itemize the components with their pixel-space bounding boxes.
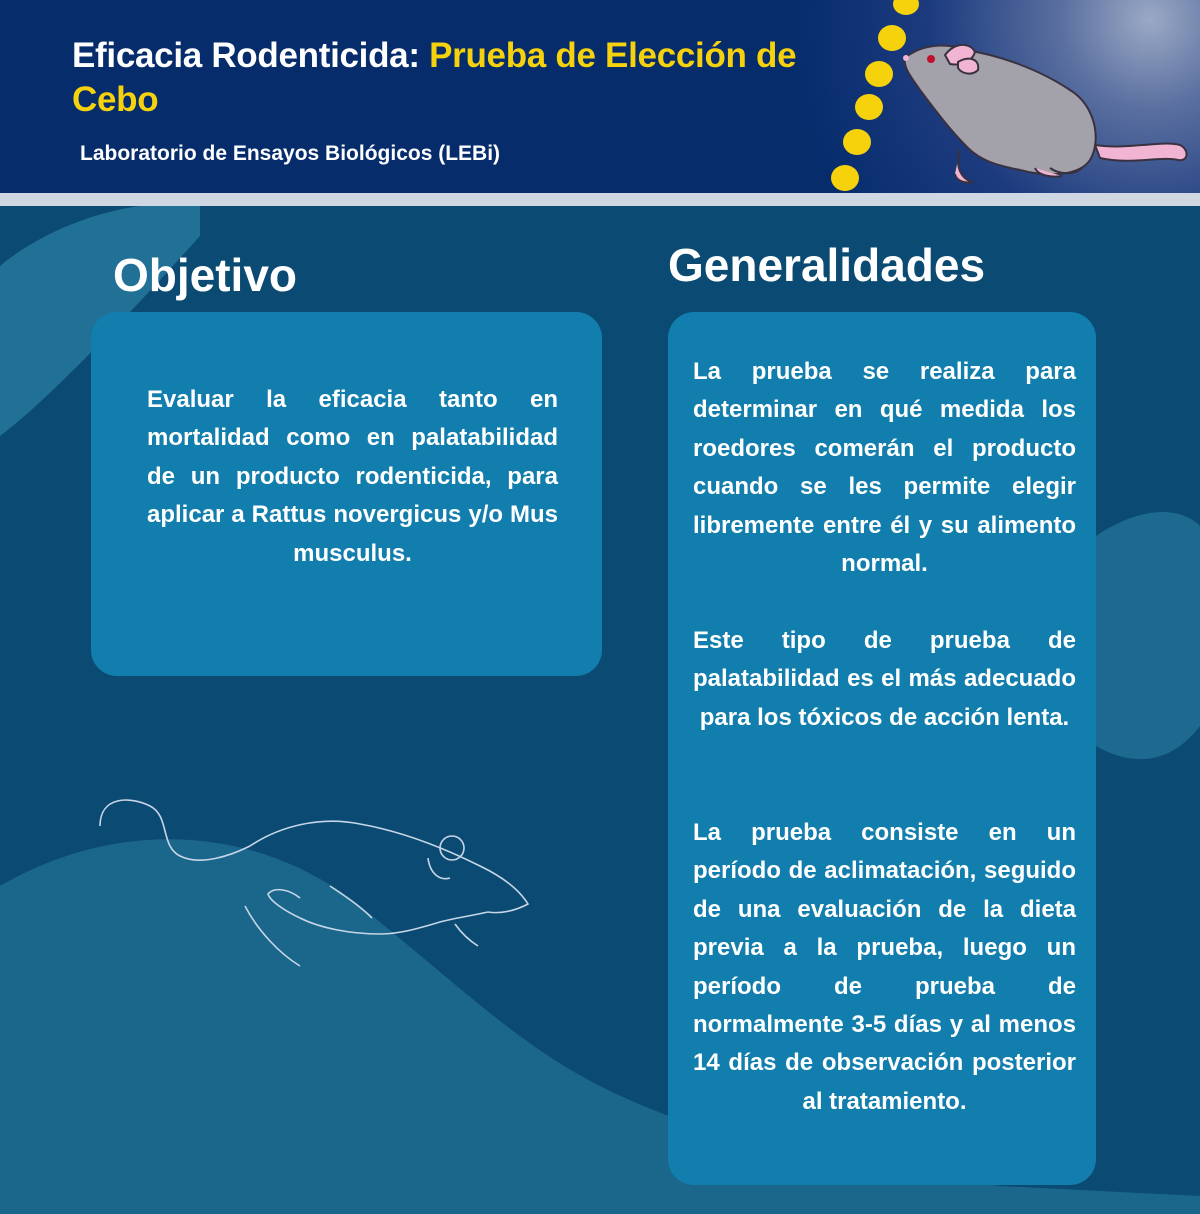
generalidades-card xyxy=(668,312,1096,1185)
generalidades-heading: Generalidades xyxy=(668,239,986,291)
generalidades-paragraph-2: Este tipo de prueba de palatabilidad es el más adecuado para los tóxicos de acción lenta. xyxy=(693,627,1076,731)
title-main: Eficacia Rodenticida: xyxy=(72,36,430,75)
rat-illustration xyxy=(903,45,1187,183)
wave-right xyxy=(1096,512,1200,759)
title-highlight: Prueba de Elección de Cebo xyxy=(72,36,797,119)
page-title xyxy=(72,34,832,122)
page-subtitle: Laboratorio de Ensayos Biológicos (LEBi) xyxy=(80,142,501,165)
generalidades-paragraph-1: La prueba se realiza para determinar en qué medida los roedores comerán el producto cuando se les permite elegir libremente entre él y su alimento normal. xyxy=(693,358,1076,578)
bait-pellets xyxy=(831,0,919,191)
objetivo-text: Evaluar la eficacia tanto en mortalidad como en palatabilidad de un producto rodenticida, para aplicar a Rattus novergicus y/o Mus musculus. xyxy=(147,386,558,567)
objetivo-card xyxy=(91,312,602,676)
generalidades-paragraph-3: La prueba consiste en un período de aclimatación, seguido de una evaluación de la dieta previa a la prueba, luego un período de prueba de normalmente 3-5 días y al menos 14 días de observación posterior al tratamiento. xyxy=(693,819,1076,1115)
objetivo-heading: Objetivo xyxy=(113,249,298,301)
header-divider xyxy=(0,193,1200,206)
